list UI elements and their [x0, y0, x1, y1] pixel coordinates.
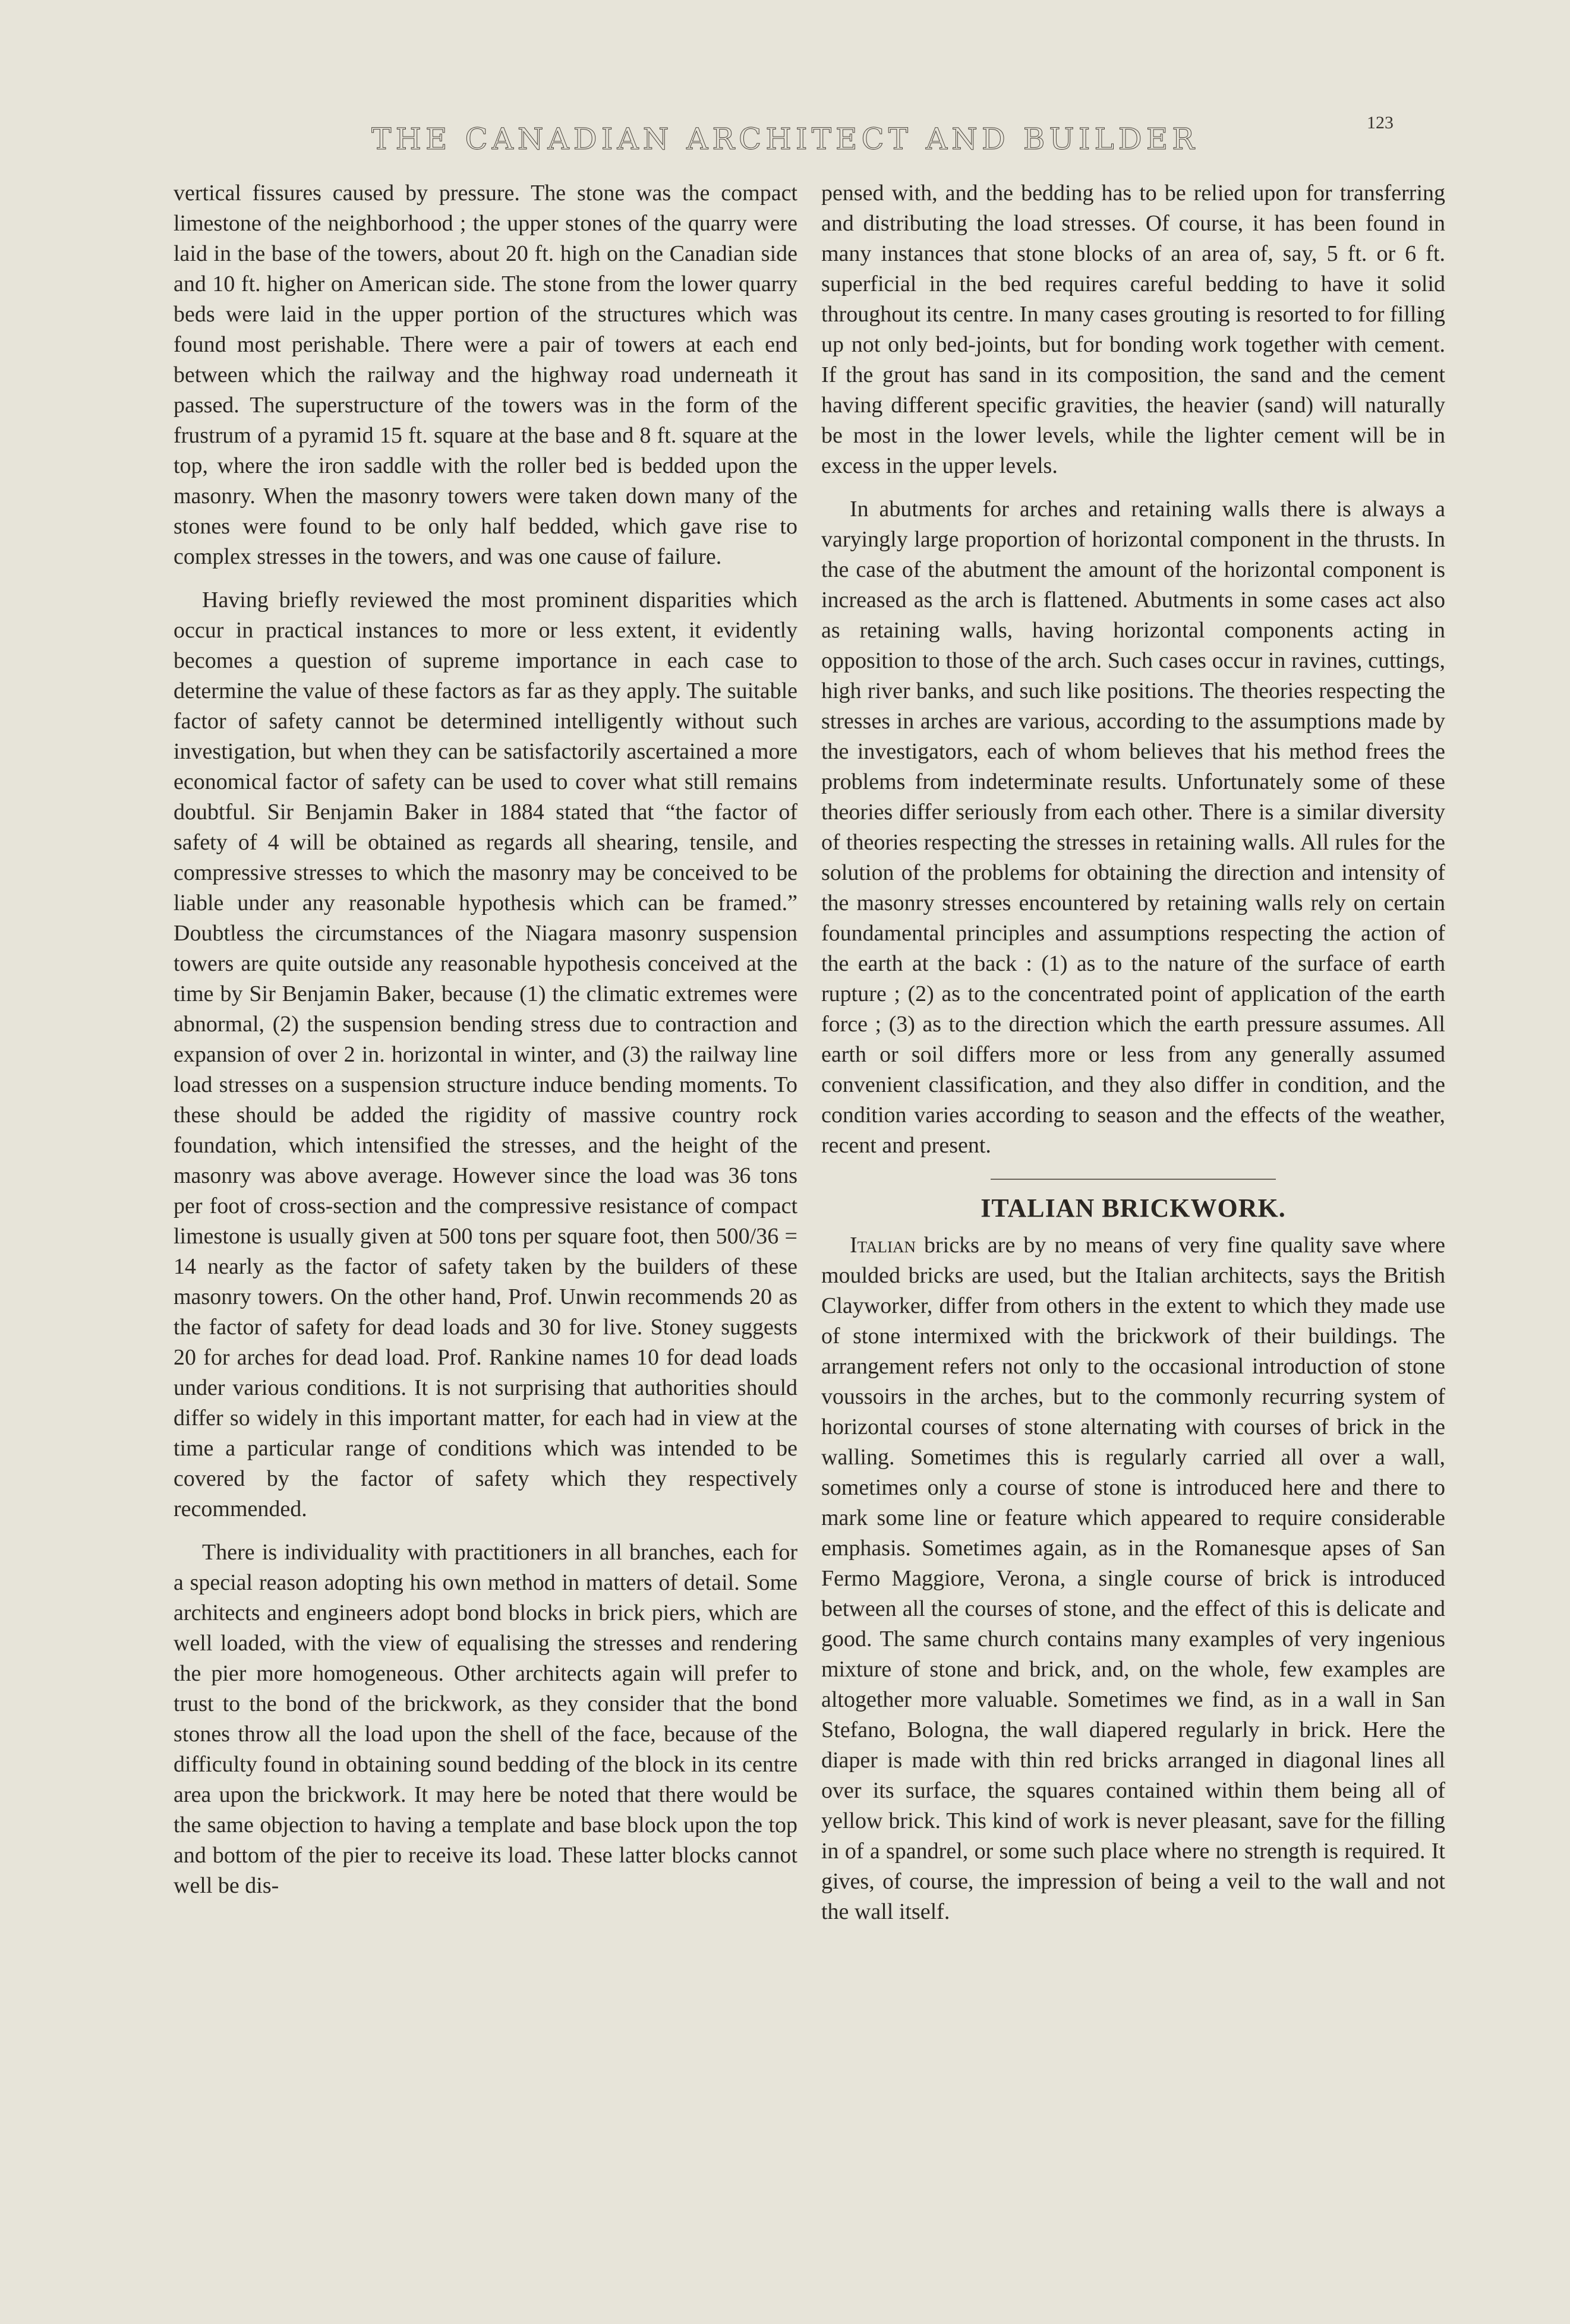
paragraph: vertical fissures caused by pressure. The stone was the compact limestone of the neighborhood ; the upper stones of the quarry were laid in the base of the towers, about 20 ft. high on the Canadian side and 10 ft. higher on American side. The stone from the lower quarry beds were laid in the upper portion of the structures which was found most perishable. There were a pair of towers at each end between which the railway and the highway road underneath it passed. The superstructure of the towers was in the form of the frustrum of a pyramid 15 ft. square at the base and 8 ft. square at the top, where the iron saddle with the roller bed is bedded upon the masonry. When the masonry towers were taken down many of the stones were found to be only half bedded, which gave rise to complex stresses in the towers, and was one cause of failure. [174, 181, 797, 569]
section-paragraph-text: bricks are by no means of very fine quality save where moulded bricks are used, but the Italian architects, says the British Clayworker, differ from others in the extent to which they made use of stone intermixed with the brickwork of their buildings. The arrangement refers not only to the occasional introduction of stone voussoirs in the arches, but to the commonly recurring system of horizontal courses of stone alternating with courses of brick in the walling. Sometimes this is regularly carried all over a wall, sometimes only a course of stone is introduced here and there to mark some line or feature which appeared to require considerable emphasis. Sometimes again, as in the Romanesque apses of San Fermo Maggiore, Verona, a single course of brick is introduced between all the courses of stone, and the effect of this is delicate and good. The same church contains many examples of very ingenious mixture of stone and brick, and, on the whole, few examples are altogether more valuable. Sometimes we find, as in a wall in San Stefano, Bologna, the wall diapered regularly in brick. Here the diaper is made with thin red bricks arranged in diagonal lines all over its surface, the squares contained within them being all of yellow brick. This kind of work is never pleasant, save for the filling in of a spandrel, or some such place where no strength is required. It gives, of course, the impression of being a veil to the wall and not the wall itself. [821, 1233, 1445, 1924]
journal-title: THE CANADIAN ARCHITECT AND BUILDER [371, 122, 1199, 156]
section-lead-word: Italian [850, 1233, 916, 1258]
paragraph: In abutments for arches and retaining walls there is always a varyingly large proportion of horizontal component in the thrusts. In the case of the abutment the amount of the horizontal component is increased as the arch is flattened. Abutments in some cases act also as retaining walls, having horizontal components acting in opposition to those of the arch. Such cases occur in ravines, cuttings, high river banks, and such like positions. The theories respecting the stresses in arches are various, according to the assumptions made by the investigators, each of whom believes that his method frees the problems from indeterminate results. Unfortunately some of these theories differ seriously from each other. There is a similar diversity of theories respecting the stresses in retaining walls. All rules for the solution of the problems for obtaining the direction and intensity of the masonry stresses encountered by retaining walls rely on certain foundamental principles and assumptions respecting the action of the earth at the back : (1) as to the nature of the surface of earth rupture ; (2) as to the concentrated point of application of the earth force ; (3) as to the direction which the earth pressure assumes. All earth or soil differs more or less from any generally assumed convenient classification, and they also differ in condition, and the condition varies according to season and the effects of the weather, recent and present. [821, 497, 1445, 1158]
paragraph: pensed with, and the bedding has to be relied upon for transferring and distributing the load stresses. Of course, it has been found in many instances that stone blocks of an area of, say, 5 ft. or 6 ft. superficial in the bed requires careful bedding to have it solid throughout its centre. In many cases grouting is resorted to for filling up not only bed-joints, but for bonding work together with cement. If the grout has sand in its composition, the sand and the cement having different specific gravities, the heavier (sand) will naturally be most in the lower levels, while the lighter cement will be in excess in the upper levels. [821, 181, 1445, 478]
page-number: 123 [1367, 113, 1394, 132]
paragraph: Having briefly reviewed the most prominent disparities which occur in practical instances to more or less extent, it evidently becomes a question of supreme importance in each case to determine the value of these factors as far as they apply. The suitable factor of safety cannot be determined intelligently without such investigation, but when they can be satisfactorily ascertained a more economical factor of safety can be used to cover what still remains doubtful. Sir Benjamin Baker in 1884 stated that “the factor of safety of 4 will be obtained as regards all shearing, tensile, and compressive stresses to which the masonry may be conceived to be liable under any reasonable hypothesis which can be framed.” Doubtless the circumstances of the Niagara masonry suspension towers are quite outside any reasonable hypothesis conceived at the time by Sir Benjamin Baker, because (1) the climatic extremes were abnormal, (2) the suspension bending stress due to contraction and expansion of over 2 in. horizontal in winter, and (3) the railway line load stresses on a suspension structure induce bending moments. To these should be added the rigidity of massive country rock foundation, which intensified the stresses, and the height of the masonry was above average. However since the load was 36 tons per foot of cross-section and the compressive resistance of compact limestone is usually given at 500 tons per square foot, then 500/36 = 14 nearly as the factor of safety taken by the builders of these masonry towers. On the other hand, Prof. Unwin recommends 20 as the factor of safety for dead loads and 30 for live. Stoney suggests 20 for arches for dead load. Prof. Rankine names 10 for dead loads under various conditions. It is not surprising that authorities should differ so widely in this important matter, for each had in view at the time a particular range of conditions which was intended to be covered by the factor of safety which they respectively recommended. [174, 588, 797, 1521]
section-paragraph [821, 1230, 1445, 1927]
section-divider [991, 1179, 1276, 1180]
left-column [174, 178, 797, 1901]
section-title: ITALIAN BRICKWORK. [981, 1193, 1286, 1223]
paragraph: There is individuality with practitioners in all branches, each for a special reason adopting his own method in matters of detail. Some architects and engineers adopt bond blocks in brick piers, which are well loaded, with the view of equalising the stresses and rendering the pier more homogeneous. Other architects again will prefer to trust to the bond of the brickwork, as they consider that the bond stones throw all the load upon the shell of the face, because of the difficulty found in obtaining sound bedding of the block in its centre area upon the brickwork. It may here be noted that there would be the same objection to having a template and base block upon the top and bottom of the pier to receive its load. These latter blocks cannot well be dis- [174, 1540, 797, 1898]
right-column [821, 178, 1445, 1927]
